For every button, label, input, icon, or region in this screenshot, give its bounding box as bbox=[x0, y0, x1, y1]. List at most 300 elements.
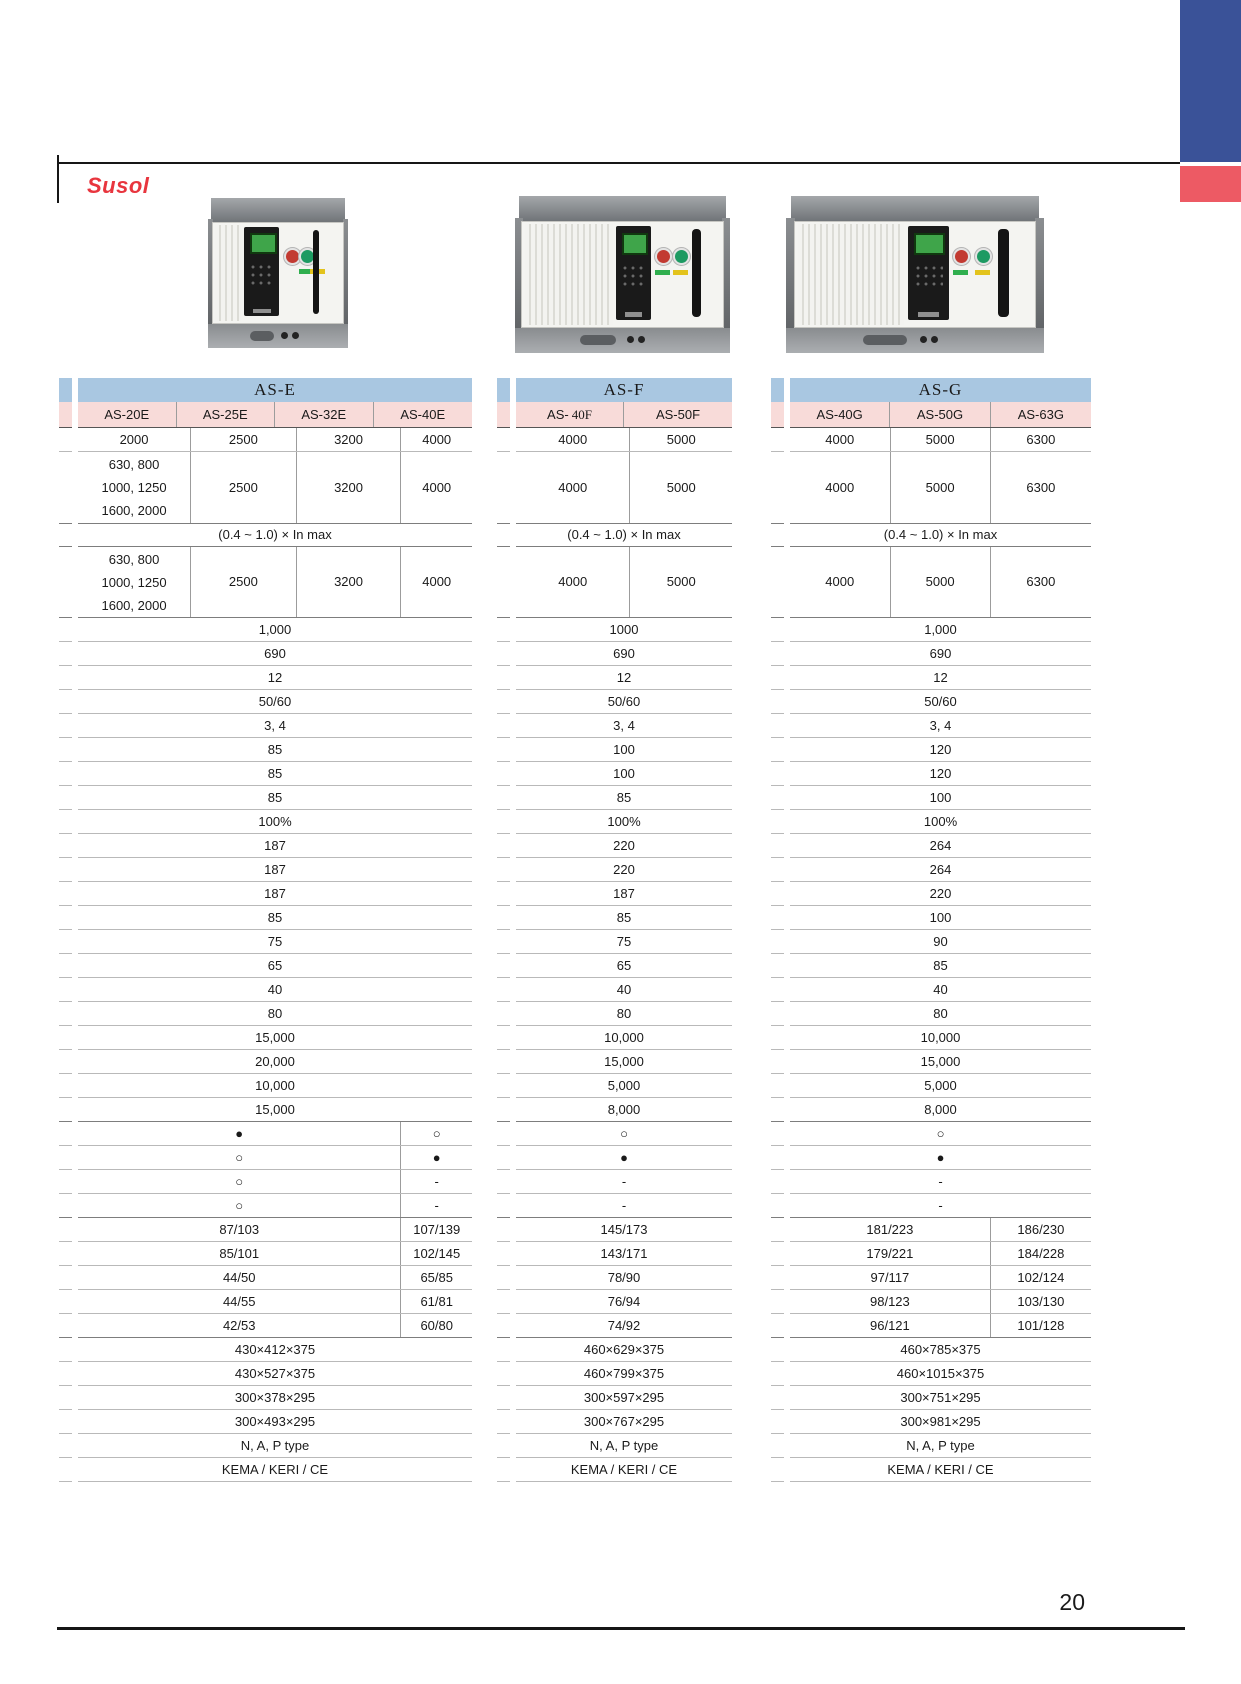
table-cell: 85/101 bbox=[78, 1242, 401, 1265]
table-cell: 44/50 bbox=[78, 1266, 401, 1289]
table-cell: 1,000 bbox=[924, 621, 957, 637]
table-cell: 264 bbox=[929, 861, 952, 877]
table-row bbox=[790, 810, 1091, 834]
table-row bbox=[516, 1098, 732, 1122]
table-cell: 3200 bbox=[297, 547, 402, 617]
table-cell: 264 bbox=[929, 837, 952, 853]
table-cell: 40 bbox=[616, 981, 632, 997]
table-row bbox=[516, 786, 732, 810]
table-row bbox=[78, 858, 472, 882]
table-row bbox=[516, 1050, 732, 1074]
table-row bbox=[516, 858, 732, 882]
table-cell: 5,000 bbox=[607, 1077, 641, 1093]
table-cell: 6300 bbox=[1026, 479, 1056, 495]
table-cell: 5000 bbox=[891, 547, 991, 617]
table-row bbox=[516, 1314, 732, 1338]
table-row bbox=[790, 762, 1091, 786]
table-row bbox=[790, 1122, 1091, 1146]
table-cell: 2500 bbox=[191, 547, 297, 617]
table-cell: 15,000 bbox=[255, 1101, 295, 1117]
table-row bbox=[78, 1146, 472, 1170]
column-header: AS-20E bbox=[78, 402, 177, 427]
table-cell: 630, 800 1000, 1250 1600, 2000 bbox=[78, 452, 191, 523]
breaker-top-cap bbox=[519, 196, 725, 223]
table-row bbox=[516, 1266, 732, 1290]
table-cell: 50/60 bbox=[607, 693, 641, 709]
off-button bbox=[953, 248, 970, 265]
table-row bbox=[78, 524, 472, 547]
table-row bbox=[516, 1386, 732, 1410]
charging-handle bbox=[692, 229, 701, 317]
table-row bbox=[78, 1074, 472, 1098]
breaker-top-cap bbox=[211, 198, 345, 224]
table-row bbox=[516, 1242, 732, 1266]
table-cell: 220 bbox=[929, 885, 952, 901]
table-cell: - bbox=[621, 1173, 627, 1189]
table-cell: 85 bbox=[267, 741, 283, 757]
table-cell: KEMA / KERI / CE bbox=[887, 1461, 994, 1477]
table-cell: 12 bbox=[616, 669, 632, 685]
table-cell: 40 bbox=[933, 981, 948, 997]
table-row bbox=[790, 978, 1091, 1002]
table-cell: 85 bbox=[933, 957, 948, 973]
table-row bbox=[78, 1362, 472, 1386]
table-cell: 85 bbox=[267, 765, 283, 781]
column-header: AS-32E bbox=[275, 402, 374, 427]
table-cell: N, A, P type bbox=[240, 1437, 310, 1453]
table-cell: 96/121 bbox=[790, 1314, 991, 1337]
table-row bbox=[516, 1362, 732, 1386]
table-cell: 187 bbox=[264, 885, 286, 901]
product-photo-as-g bbox=[786, 196, 1044, 353]
table-row bbox=[78, 786, 472, 810]
table-row bbox=[790, 882, 1091, 906]
table-row bbox=[790, 618, 1091, 642]
table-cell: 3200 bbox=[297, 428, 402, 451]
table-cell: 3, 4 bbox=[613, 717, 635, 733]
table-cell: 5,000 bbox=[924, 1077, 957, 1093]
table-cell: 5000 bbox=[891, 452, 991, 523]
table-row bbox=[516, 666, 732, 690]
table-cell: KEMA / KERI / CE bbox=[570, 1461, 678, 1477]
off-button bbox=[655, 248, 672, 265]
table-cell: - bbox=[938, 1197, 943, 1213]
table-row bbox=[516, 714, 732, 738]
table-row bbox=[516, 1338, 732, 1362]
table-row bbox=[790, 1290, 1091, 1314]
table-cell: N, A, P type bbox=[589, 1437, 659, 1453]
table-row bbox=[790, 1218, 1091, 1242]
product-photo-as-e bbox=[208, 198, 348, 348]
column-header: AS- 40F bbox=[516, 402, 624, 427]
table-row bbox=[516, 1434, 732, 1458]
charging-handle bbox=[998, 229, 1009, 317]
table-row bbox=[78, 1098, 472, 1122]
column-header: AS-40G bbox=[790, 402, 890, 427]
table-cell: ● bbox=[432, 1149, 441, 1165]
table-cell: 300×493×295 bbox=[234, 1413, 316, 1429]
keypad bbox=[621, 264, 645, 290]
table-cell: 120 bbox=[929, 741, 952, 757]
table-cell: 300×597×295 bbox=[583, 1389, 665, 1405]
table-cell: (0.4 ~ 1.0) × In max bbox=[567, 527, 681, 542]
table-cell: 10,000 bbox=[920, 1029, 961, 1045]
table-cell: 102/124 bbox=[1017, 1269, 1065, 1285]
table-row bbox=[790, 452, 1091, 524]
table-cell: 100 bbox=[613, 765, 635, 781]
table-row bbox=[790, 1458, 1091, 1482]
table-as-g bbox=[790, 378, 1091, 1482]
table-row bbox=[516, 1122, 732, 1146]
table-cell: 44/55 bbox=[78, 1290, 401, 1313]
table-row bbox=[516, 1170, 732, 1194]
table-cell: 6300 bbox=[1026, 431, 1056, 447]
table-cell: 4000 bbox=[790, 547, 891, 617]
column-header: AS-25E bbox=[177, 402, 276, 427]
table-row bbox=[516, 1218, 732, 1242]
table-row bbox=[78, 1194, 472, 1218]
column-header: AS-40E bbox=[400, 406, 446, 422]
on-button bbox=[975, 248, 992, 265]
table-cell: 100% bbox=[258, 813, 292, 829]
table-cell: 76/94 bbox=[607, 1293, 641, 1309]
table-cell: 15,000 bbox=[920, 1053, 961, 1069]
table-row bbox=[516, 954, 732, 978]
table-cell: 20,000 bbox=[255, 1053, 295, 1069]
table-cell: 220 bbox=[613, 861, 635, 877]
table-row bbox=[516, 547, 732, 618]
table-cell: ○ bbox=[78, 1194, 401, 1217]
table-cell: 430×527×375 bbox=[234, 1365, 316, 1381]
table-row bbox=[516, 1410, 732, 1434]
table-cell: 98/123 bbox=[790, 1290, 991, 1313]
table-cell: 100 bbox=[929, 909, 952, 925]
table-row bbox=[78, 1458, 472, 1482]
table-row bbox=[790, 906, 1091, 930]
table-cell: 2500 bbox=[191, 452, 297, 523]
table-row bbox=[78, 1026, 472, 1050]
table-row bbox=[516, 1458, 732, 1482]
table-cell: ● bbox=[78, 1122, 401, 1145]
table-as-f-edge-stub bbox=[497, 378, 510, 1482]
table-row bbox=[790, 834, 1091, 858]
table-cell: 8,000 bbox=[607, 1101, 641, 1117]
table-cell: 430×412×375 bbox=[234, 1341, 316, 1357]
table-cell: 186/230 bbox=[1017, 1221, 1065, 1237]
table-row bbox=[78, 714, 472, 738]
table-cell: 42/53 bbox=[78, 1314, 401, 1337]
table-cell: 145/173 bbox=[600, 1221, 648, 1237]
table-row bbox=[78, 1410, 472, 1434]
table-row bbox=[790, 1002, 1091, 1026]
column-header: AS-50G bbox=[890, 402, 990, 427]
table-cell: 90 bbox=[933, 933, 948, 949]
table-cell: 1000 bbox=[609, 621, 639, 637]
table-title: AS-E bbox=[78, 378, 472, 402]
table-row bbox=[516, 834, 732, 858]
table-cell: 5000 bbox=[891, 428, 991, 451]
table-row bbox=[790, 714, 1091, 738]
table-cell: 12 bbox=[267, 669, 283, 685]
table-cell: 690 bbox=[613, 645, 635, 661]
table-row bbox=[516, 452, 732, 524]
table-cell: 15,000 bbox=[255, 1029, 295, 1045]
table-row bbox=[78, 1386, 472, 1410]
table-cell: 5000 bbox=[666, 574, 696, 589]
table-title: AS-F bbox=[516, 378, 732, 402]
table-cell: 4000 bbox=[516, 547, 630, 617]
table-row bbox=[790, 1242, 1091, 1266]
table-cell: 460×799×375 bbox=[583, 1365, 665, 1381]
table-cell: N, A, P type bbox=[906, 1437, 975, 1453]
table-row bbox=[790, 547, 1091, 618]
table-cell: 630, 800 1000, 1250 1600, 2000 bbox=[78, 547, 191, 617]
table-header-row bbox=[790, 402, 1091, 428]
table-cell: 1,000 bbox=[258, 621, 292, 637]
table-as-e-edge-stub bbox=[59, 378, 72, 1482]
table-row bbox=[790, 1026, 1091, 1050]
table-row bbox=[78, 978, 472, 1002]
table-row bbox=[78, 1218, 472, 1242]
table-cell: 85 bbox=[616, 909, 632, 925]
charging-handle bbox=[313, 230, 319, 314]
table-cell: 187 bbox=[264, 837, 286, 853]
table-cell: 100 bbox=[613, 741, 635, 757]
table-row bbox=[790, 954, 1091, 978]
table-row bbox=[790, 1170, 1091, 1194]
table-row bbox=[790, 1386, 1091, 1410]
table-as-g-edge-stub bbox=[771, 378, 784, 1482]
table-cell: ○ bbox=[432, 1125, 441, 1141]
table-row bbox=[516, 524, 732, 547]
on-button bbox=[673, 248, 690, 265]
table-cell: 300×767×295 bbox=[583, 1413, 665, 1429]
corner-blue-block bbox=[1180, 0, 1241, 162]
table-cell: 690 bbox=[264, 645, 286, 661]
table-cell: 10,000 bbox=[255, 1077, 295, 1093]
lcd-screen bbox=[914, 233, 945, 255]
table-cell: ● bbox=[620, 1149, 628, 1165]
table-row bbox=[790, 1050, 1091, 1074]
table-cell: 97/117 bbox=[790, 1266, 991, 1289]
bottom-rule bbox=[57, 1627, 1185, 1630]
table-cell: 75 bbox=[267, 933, 283, 949]
table-cell: 103/130 bbox=[1017, 1293, 1065, 1309]
table-row bbox=[516, 906, 732, 930]
table-cell: - bbox=[621, 1197, 627, 1213]
table-row bbox=[516, 930, 732, 954]
table-row bbox=[78, 1266, 472, 1290]
table-cell: 50/60 bbox=[258, 693, 292, 709]
table-cell: 6300 bbox=[1026, 574, 1056, 589]
column-header: AS-50F bbox=[655, 406, 701, 422]
table-row bbox=[78, 882, 472, 906]
table-cell: 179/221 bbox=[790, 1242, 991, 1265]
table-row bbox=[790, 930, 1091, 954]
table-cell: 85 bbox=[267, 909, 283, 925]
table-cell: 2000 bbox=[78, 428, 191, 451]
table-cell: 3, 4 bbox=[264, 717, 286, 733]
table-row bbox=[790, 690, 1091, 714]
column-header: AS-63G bbox=[1017, 406, 1064, 422]
table-row bbox=[790, 1194, 1091, 1218]
table-row bbox=[516, 1290, 732, 1314]
table-cell: 100% bbox=[607, 813, 641, 829]
table-header-row bbox=[78, 402, 472, 428]
table-cell: 143/171 bbox=[600, 1245, 648, 1261]
table-cell: 460×629×375 bbox=[583, 1341, 665, 1357]
table-row bbox=[78, 930, 472, 954]
table-row bbox=[78, 690, 472, 714]
table-cell: 690 bbox=[929, 645, 952, 661]
table-cell: 220 bbox=[613, 837, 635, 853]
table-cell: 107/139 bbox=[413, 1221, 461, 1237]
table-row bbox=[78, 1170, 472, 1194]
table-cell: 10,000 bbox=[604, 1029, 644, 1045]
table-row bbox=[78, 547, 472, 618]
table-cell: 3200 bbox=[297, 452, 402, 523]
table-cell: 15,000 bbox=[604, 1053, 644, 1069]
table-cell: 4000 bbox=[790, 452, 891, 523]
table-as-e bbox=[78, 378, 472, 1482]
table-cell: 50/60 bbox=[924, 693, 957, 709]
table-cell: 101/128 bbox=[1017, 1317, 1065, 1333]
table-row bbox=[516, 1074, 732, 1098]
table-row bbox=[78, 1314, 472, 1338]
table-cell: 65 bbox=[267, 957, 283, 973]
table-row bbox=[790, 1074, 1091, 1098]
table-cell: 85 bbox=[616, 789, 632, 805]
table-cell: 120 bbox=[929, 765, 952, 781]
table-cell: 78/90 bbox=[607, 1269, 641, 1285]
table-cell: 74/92 bbox=[607, 1317, 641, 1333]
table-cell: 5000 bbox=[666, 479, 696, 495]
table-cell: ○ bbox=[620, 1125, 628, 1141]
table-cell: 80 bbox=[267, 1005, 283, 1021]
table-row bbox=[790, 1146, 1091, 1170]
table-row bbox=[78, 1434, 472, 1458]
table-row bbox=[78, 1050, 472, 1074]
table-cell: - bbox=[938, 1173, 943, 1189]
table-row bbox=[516, 642, 732, 666]
table-cell: 4000 bbox=[422, 431, 452, 447]
table-cell: ○ bbox=[936, 1125, 945, 1141]
table-row bbox=[516, 1002, 732, 1026]
keypad bbox=[249, 263, 274, 288]
table-cell: 75 bbox=[616, 933, 632, 949]
table-cell: 8,000 bbox=[924, 1101, 957, 1117]
table-cell: 300×981×295 bbox=[900, 1413, 981, 1429]
table-cell: 40 bbox=[267, 981, 283, 997]
table-cell: ● bbox=[936, 1149, 945, 1165]
table-row bbox=[790, 642, 1091, 666]
table-row bbox=[516, 738, 732, 762]
table-title: AS-G bbox=[790, 378, 1091, 402]
table-row bbox=[516, 882, 732, 906]
breaker-top-cap bbox=[791, 196, 1039, 223]
table-row bbox=[790, 1410, 1091, 1434]
table-row bbox=[516, 978, 732, 1002]
table-row bbox=[790, 738, 1091, 762]
table-cell: 61/81 bbox=[420, 1293, 453, 1309]
trip-unit-panel bbox=[908, 226, 949, 319]
table-cell: 12 bbox=[933, 669, 948, 685]
table-cell: 102/145 bbox=[413, 1245, 461, 1261]
table-cell: 4000 bbox=[516, 428, 630, 451]
table-cell: 2500 bbox=[191, 428, 297, 451]
table-row bbox=[516, 1146, 732, 1170]
table-cell: 4000 bbox=[422, 574, 452, 589]
table-row bbox=[78, 738, 472, 762]
table-cell: 80 bbox=[616, 1005, 632, 1021]
table-row bbox=[78, 666, 472, 690]
table-cell: 460×1015×375 bbox=[896, 1365, 985, 1381]
table-cell: 300×378×295 bbox=[234, 1389, 316, 1405]
table-cell: 3, 4 bbox=[929, 717, 952, 733]
table-row bbox=[78, 1002, 472, 1026]
table-cell: 300×751×295 bbox=[900, 1389, 981, 1405]
table-row bbox=[78, 762, 472, 786]
table-cell: ○ bbox=[78, 1146, 401, 1169]
table-row bbox=[78, 618, 472, 642]
table-row bbox=[790, 1266, 1091, 1290]
table-cell: 4000 bbox=[422, 479, 452, 495]
table-row bbox=[516, 762, 732, 786]
table-row bbox=[790, 1434, 1091, 1458]
trip-unit-panel bbox=[244, 227, 279, 316]
table-cell: 100% bbox=[923, 813, 958, 829]
table-cell: 187 bbox=[264, 861, 286, 877]
table-row bbox=[78, 1338, 472, 1362]
table-cell: 460×785×375 bbox=[900, 1341, 981, 1357]
table-row bbox=[790, 666, 1091, 690]
table-cell: 87/103 bbox=[78, 1218, 401, 1241]
table-cell: 4000 bbox=[790, 428, 891, 451]
table-cell: KEMA / KERI / CE bbox=[221, 1461, 329, 1477]
table-cell: 4000 bbox=[516, 452, 630, 523]
table-row bbox=[78, 1290, 472, 1314]
table-row bbox=[78, 834, 472, 858]
keypad bbox=[914, 264, 943, 290]
table-row bbox=[78, 452, 472, 524]
page-number: 20 bbox=[1059, 1589, 1085, 1615]
table-cell: 60/80 bbox=[420, 1317, 453, 1333]
table-cell: 65 bbox=[616, 957, 632, 973]
lcd-screen bbox=[250, 233, 277, 254]
table-row bbox=[516, 428, 732, 452]
table-row bbox=[790, 1338, 1091, 1362]
table-row bbox=[78, 906, 472, 930]
table-row bbox=[78, 810, 472, 834]
brand-logo: Susol bbox=[87, 173, 150, 198]
corner-red-block bbox=[1180, 166, 1241, 202]
table-row bbox=[790, 1098, 1091, 1122]
table-cell: 5000 bbox=[666, 431, 696, 447]
table-row bbox=[516, 810, 732, 834]
header-rule bbox=[57, 162, 1180, 164]
table-cell: 85 bbox=[267, 789, 283, 805]
table-row bbox=[78, 1122, 472, 1146]
table-cell: - bbox=[434, 1197, 439, 1213]
table-row bbox=[790, 428, 1091, 452]
table-row bbox=[790, 1362, 1091, 1386]
trip-unit-panel bbox=[616, 226, 650, 319]
table-cell: 181/223 bbox=[790, 1218, 991, 1241]
table-row bbox=[78, 1242, 472, 1266]
table-header-row bbox=[516, 402, 732, 428]
table-row bbox=[78, 428, 472, 452]
table-row bbox=[516, 618, 732, 642]
